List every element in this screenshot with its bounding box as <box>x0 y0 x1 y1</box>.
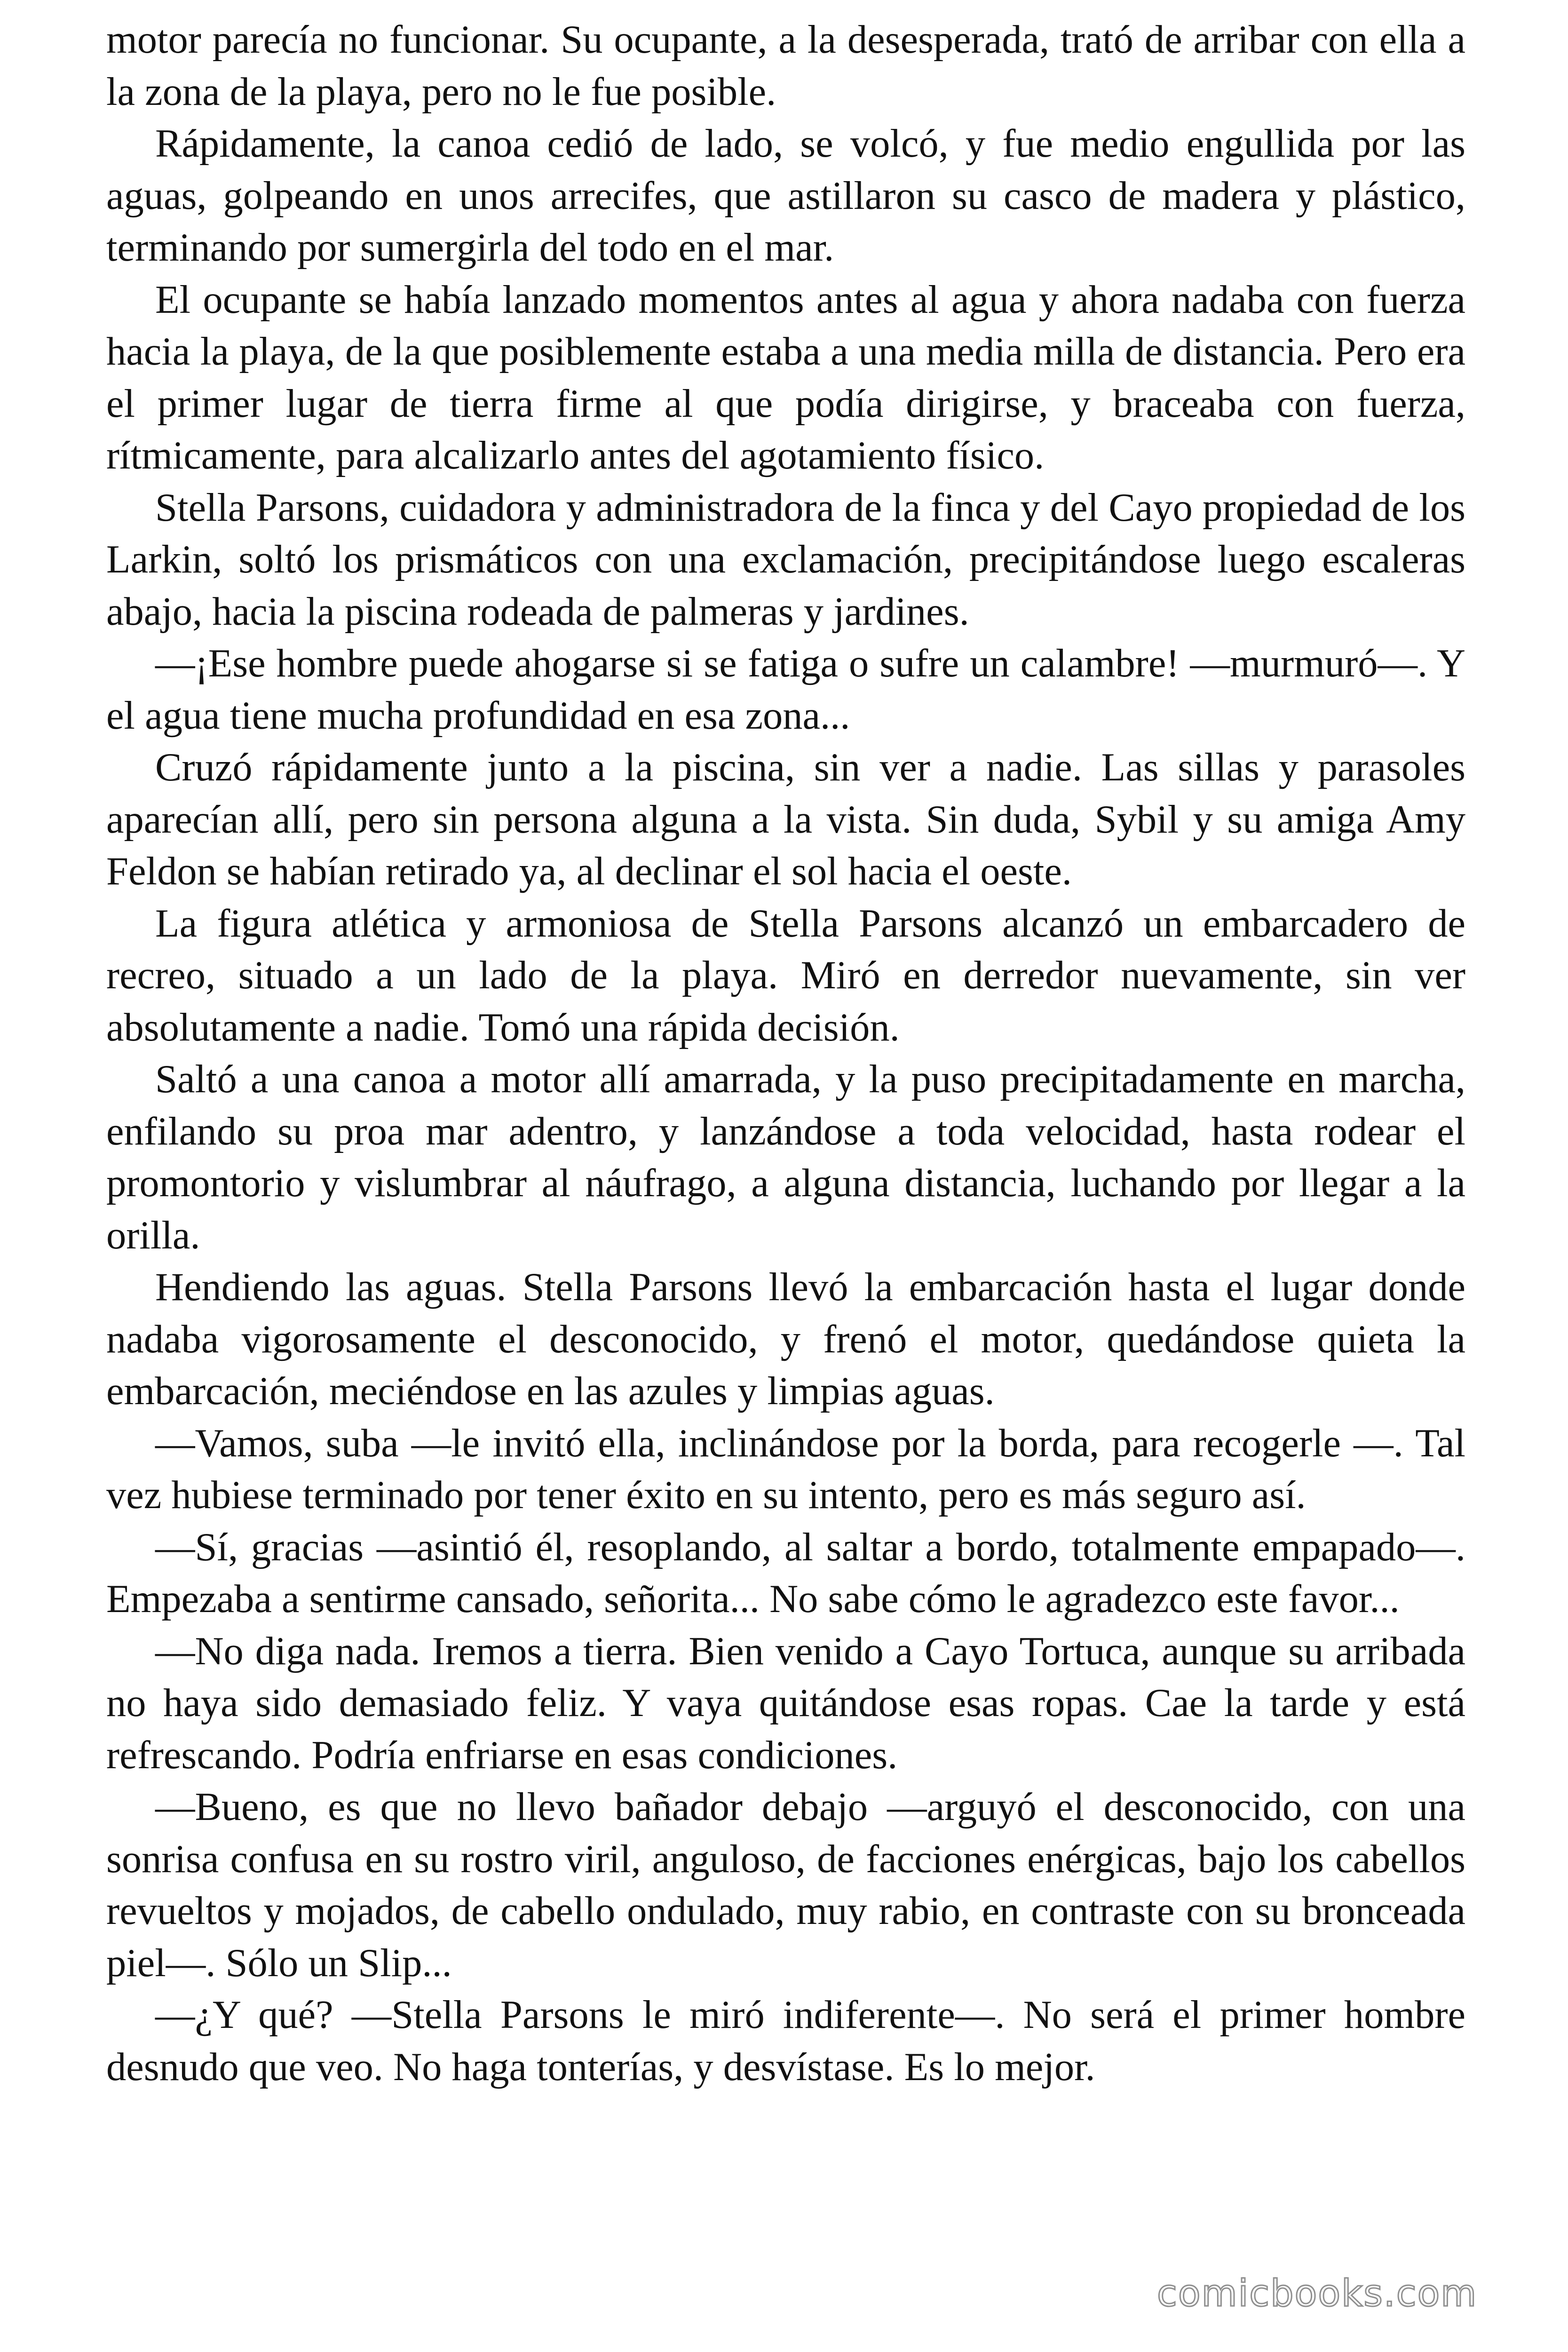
paragraph: El ocupante se había lanzado momentos antes al agua y ahora nadaba con fuerza hacia la playa, de la que posiblemente estaba a una media milla de distancia. Pero era el primer lugar de tierra firme al que podía dirigirse, y braceaba con fuerza, rítmicamente, para alcalizarlo antes del agotamiento físico. <box>106 278 1465 477</box>
dialogue-paragraph: —No diga nada. Iremos a tierra. Bien venido a Cayo Tortuca, aunque su arribada no haya sido demasiado feliz. Y vaya quitándose esas ropas. Cae la tarde y está refrescando. Podría enfriarse en esas condiciones. <box>106 1629 1465 1777</box>
book-page <box>106 14 1465 2093</box>
paragraph: Stella Parsons, cuidadora y administradora de la finca y del Cayo propiedad de los Larkin, soltó los prismáticos con una exclamación, precipitándose luego escaleras abajo, hacia la piscina rodeada de palmeras y jardines. <box>106 485 1465 634</box>
dialogue-paragraph: —¡Ese hombre puede ahogarse si se fatiga o sufre un calambre! —murmuró—. Y el agua tiene mucha profundidad en esa zona... <box>106 642 1465 738</box>
paragraph: Hendiendo las aguas. Stella Parsons llevó la embarcación hasta el lugar donde nadaba vigorosamente el desconocido, y frenó el motor, quedándose quieta la embarcación, meciéndose en las azules y limpias aguas. <box>106 1265 1465 1413</box>
dialogue-paragraph: —Vamos, suba —le invitó ella, inclinándose por la borda, para recogerle —. Tal vez hubiese terminado por tener éxito en su intento, pero es más seguro así. <box>106 1421 1465 1517</box>
dialogue-paragraph: —¿Y qué? —Stella Parsons le miró indiferente—. No será el primer hombre desnudo que veo. No haga tonterías, y desvístase. Es lo mejor. <box>106 1993 1465 2089</box>
paragraph: Saltó a una canoa a motor allí amarrada, y la puso precipitadamente en marcha, enfilando su proa mar adentro, y lanzándose a toda velocidad, hasta rodear el promontorio y vislumbrar al náufrago, a alguna distancia, luchando por llegar a la orilla. <box>106 1057 1465 1257</box>
paragraph: Cruzó rápidamente junto a la piscina, sin ver a nadie. Las sillas y parasoles aparecían allí, pero sin persona alguna a la vista. Sin duda, Sybil y su amiga Amy Feldon se habían retirado ya, al declinar el sol hacia el oeste. <box>106 746 1465 893</box>
paragraph: La figura atlética y armoniosa de Stella Parsons alcanzó un embarcadero de recreo, situado a un lado de la playa. Miró en derredor nuevamente, sin ver absolutamente a nadie. Tomó una rápida decisión. <box>106 901 1465 1049</box>
dialogue-paragraph: —Bueno, es que no llevo bañador debajo —arguyó el desconocido, con una sonrisa confusa en su rostro viril, anguloso, de facciones enérgicas, bajo los cabellos revueltos y mojados, de cabello ondulado, muy rabio, en contraste con su bronceada piel—. Sólo un Slip... <box>106 1785 1465 1985</box>
paragraph: Rápidamente, la canoa cedió de lado, se volcó, y fue medio engullida por las aguas, golpeando en unos arrecifes, que astillaron su casco de madera y plástico, terminando por sumergirla del todo en el mar. <box>106 122 1465 270</box>
dialogue-paragraph: —Sí, gracias —asintió él, resoplando, al saltar a bordo, totalmente empapado—. Empezaba a sentirme cansado, señorita... No sabe cómo le agradezco este favor... <box>106 1525 1465 1621</box>
paragraph-continued: motor parecía no funcionar. Su ocupante, a la desesperada, trató de arribar con ella a la zona de la playa, pero no le fue posible. <box>106 18 1465 114</box>
watermark: comicbooks.com <box>1157 2273 1478 2315</box>
